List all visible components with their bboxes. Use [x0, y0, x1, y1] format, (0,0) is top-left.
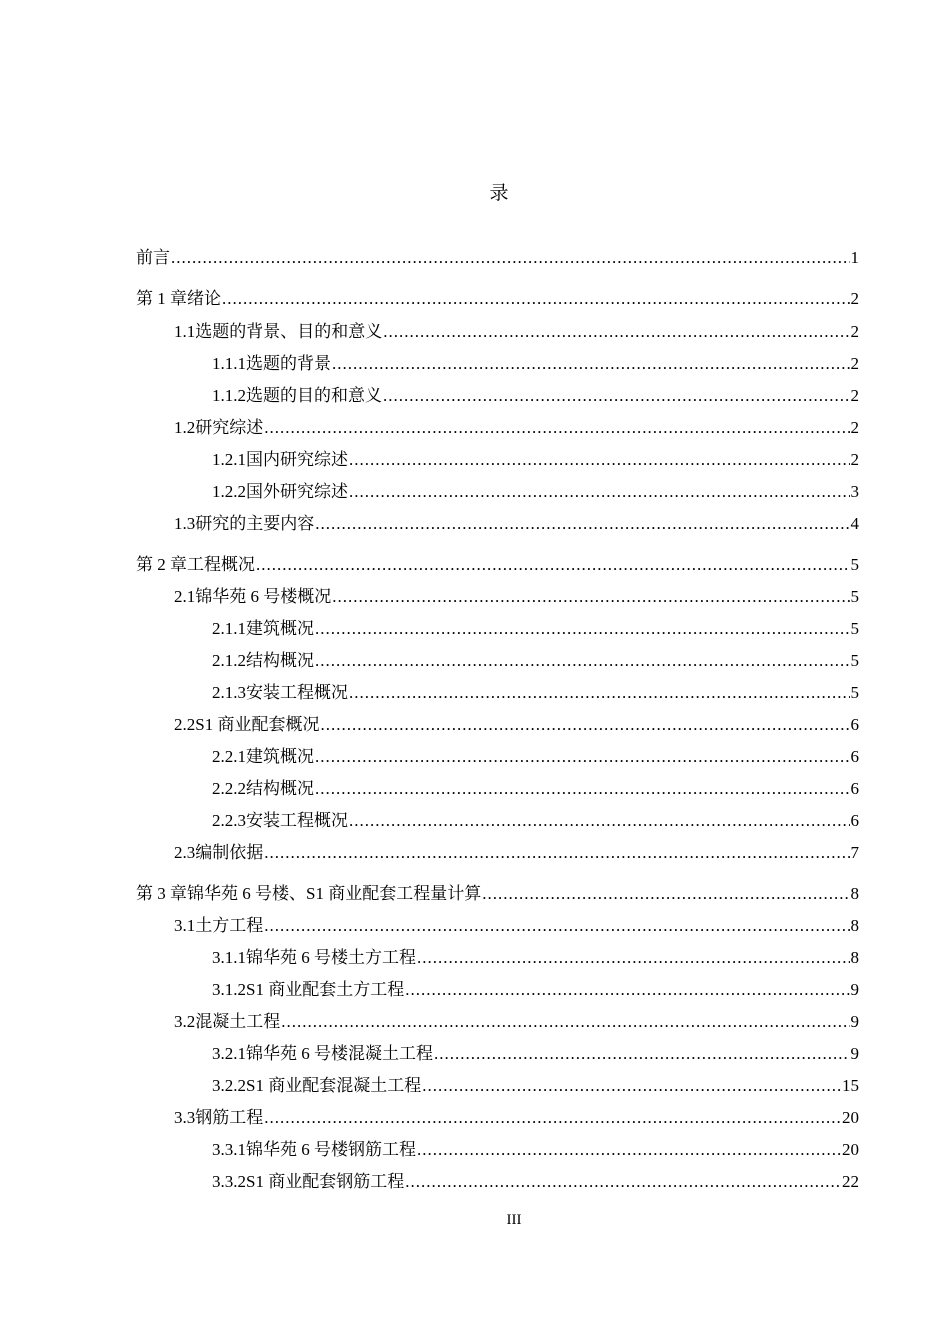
toc-entry-title: S1 商业配套概况	[195, 715, 320, 734]
toc-entry-number: 3.3.1	[212, 1140, 246, 1159]
toc-entry[interactable]	[212, 649, 859, 673]
toc-entry-number: 3.3	[174, 1108, 196, 1127]
toc-entry-page: 5	[850, 651, 859, 670]
toc-entry-number: 2.2	[174, 715, 196, 734]
toc-entry-number: 3.2	[174, 1012, 196, 1031]
toc-entry[interactable]	[174, 713, 859, 737]
toc-entry-number: 3.1	[174, 916, 196, 935]
toc-entry-number: 2.1.1	[212, 619, 246, 638]
toc-entry-page: 15	[842, 1076, 859, 1095]
toc-entry-title: 国内研究综述	[246, 450, 348, 469]
toc-entry-title: 锦华苑 6 号楼、S1 商业配套工程量计算	[187, 884, 482, 903]
toc-entry-page: 22	[842, 1172, 859, 1191]
toc-entry-page: 2	[850, 450, 859, 469]
toc-entry-page: 2	[850, 386, 859, 405]
toc-entry-number: 第 2 章	[136, 555, 187, 574]
toc-entry-number: 3.1.1	[212, 948, 246, 967]
toc-entry-page: 6	[850, 715, 859, 734]
toc-leader-dots	[349, 448, 850, 472]
toc-entry[interactable]	[212, 809, 859, 833]
toc-entry[interactable]	[212, 745, 859, 769]
toc-entry-number: 3.2.2	[212, 1076, 246, 1095]
toc-leader-dots	[315, 649, 850, 673]
toc-leader-dots	[383, 320, 849, 344]
toc-entry-title: 土方工程	[195, 916, 264, 935]
toc-entry[interactable]	[212, 352, 859, 376]
toc-leader-dots	[417, 946, 850, 970]
toc-entry-number: 2.2.3	[212, 811, 246, 830]
toc-leader-dots	[332, 352, 850, 376]
toc-entry-title: 安装工程概况	[246, 811, 348, 830]
toc-entry[interactable]	[174, 1010, 859, 1034]
toc-leader-dots	[264, 914, 849, 938]
toc-leader-dots	[482, 882, 849, 906]
toc-leader-dots	[434, 1042, 850, 1066]
toc-entry-number: 第 1 章	[136, 289, 187, 308]
toc-entry-page: 20	[842, 1108, 859, 1127]
toc-entry-number: 1.2.1	[212, 450, 246, 469]
toc-leader-dots	[256, 553, 850, 577]
toc-entry[interactable]	[212, 384, 859, 408]
toc-entry-page: 2	[850, 289, 859, 308]
toc-entry-page: 2	[850, 322, 859, 341]
toc-leader-dots	[264, 416, 849, 440]
toc-entry-title: 研究综述	[195, 418, 264, 437]
toc-entry-number: 3.3.2	[212, 1172, 246, 1191]
toc-entry-title: S1 商业配套钢筋工程	[246, 1172, 405, 1191]
toc-entry-page: 2	[850, 354, 859, 373]
toc-leader-dots	[332, 585, 849, 609]
toc-entry-title: 锦华苑 6 号楼钢筋工程	[246, 1140, 416, 1159]
toc-leader-dots	[349, 809, 850, 833]
toc-entry-page: 20	[842, 1140, 859, 1159]
toc-entry-title: 编制依据	[195, 843, 264, 862]
toc-leader-dots	[264, 841, 849, 865]
toc-entry-title: 选题的目的和意义	[246, 386, 382, 405]
toc-entry-number: 3.2.1	[212, 1044, 246, 1063]
page-number: III	[506, 1212, 522, 1228]
toc-entry-page: 9	[850, 980, 859, 999]
toc-entry[interactable]	[212, 1138, 859, 1162]
toc-entry-number: 1.3	[174, 514, 196, 533]
toc-entry-page: 8	[850, 916, 859, 935]
toc-entry-page: 9	[850, 1012, 859, 1031]
toc-entry-number: 2.3	[174, 843, 196, 862]
toc-entry-page: 9	[850, 1044, 859, 1063]
toc-leader-dots	[315, 777, 850, 801]
toc-entry-page: 6	[850, 747, 859, 766]
toc-entry[interactable]	[212, 1042, 859, 1066]
toc-entry-number: 1.2.2	[212, 482, 246, 501]
toc-entry-title: S1 商业配套土方工程	[246, 980, 405, 999]
toc-entry-title: 锦华苑 6 号楼混凝土工程	[246, 1044, 433, 1063]
toc-entry[interactable]	[212, 480, 859, 504]
toc-entry-title: 研究的主要内容	[195, 514, 315, 533]
toc-entry[interactable]	[136, 882, 859, 906]
toc-leader-dots	[349, 681, 850, 705]
toc-entry-title: 钢筋工程	[195, 1108, 264, 1127]
toc-entry-title: 结构概况	[246, 779, 314, 798]
toc-entry-title: 结构概况	[246, 651, 314, 670]
toc-entry-number: 2.1.3	[212, 683, 246, 702]
toc-leader-dots	[320, 713, 849, 737]
toc-entry[interactable]	[212, 777, 859, 801]
toc-entry-page: 3	[850, 482, 859, 501]
toc-leader-dots	[405, 1170, 841, 1194]
toc-entry-number: 1.2	[174, 418, 196, 437]
toc-entry[interactable]	[212, 448, 859, 472]
toc-entry-page: 2	[850, 418, 859, 437]
toc-entry-page: 8	[850, 948, 859, 967]
toc-leader-dots	[264, 1106, 841, 1130]
toc-entry[interactable]	[174, 416, 859, 440]
toc-entry-number: 2.1	[174, 587, 196, 606]
toc-entry[interactable]	[212, 617, 859, 641]
toc-entry-number: 2.2.2	[212, 779, 246, 798]
toc-entry-number: 3.1.2	[212, 980, 246, 999]
toc-entry-title: 建筑概况	[246, 619, 314, 638]
toc-entry-page: 1	[850, 248, 859, 267]
toc-entry-page: 8	[850, 884, 859, 903]
toc-entry-page: 7	[850, 843, 859, 862]
toc-entry-title: 选题的背景、目的和意义	[195, 322, 383, 341]
toc-leader-dots	[315, 745, 850, 769]
toc-entry[interactable]	[174, 1106, 859, 1130]
toc-entry-title: 建筑概况	[246, 747, 314, 766]
toc-entry[interactable]	[174, 512, 859, 536]
toc-leader-dots	[383, 384, 850, 408]
toc-entry[interactable]	[212, 1170, 859, 1194]
toc-entry-page: 6	[850, 779, 859, 798]
toc-entry-page: 6	[850, 811, 859, 830]
toc-leader-dots	[315, 512, 849, 536]
toc-entry[interactable]	[136, 246, 859, 270]
toc-entry-page: 5	[850, 555, 859, 574]
toc-leader-dots	[349, 480, 850, 504]
toc-entry[interactable]	[174, 320, 859, 344]
toc-entry-title: 安装工程概况	[246, 683, 348, 702]
toc-entry-title: 前言	[136, 248, 170, 267]
toc-entry-title: 混凝土工程	[195, 1012, 281, 1031]
toc-entry[interactable]	[212, 978, 859, 1002]
toc-heading: 录	[489, 183, 509, 204]
toc-entry-number: 1.1.2	[212, 386, 246, 405]
toc-entry[interactable]	[136, 553, 859, 577]
toc-entry-page: 4	[850, 514, 859, 533]
toc-entry-title: 锦华苑 6 号楼概况	[195, 587, 332, 606]
toc-entry[interactable]	[174, 841, 859, 865]
toc-entry-page: 5	[850, 683, 859, 702]
toc-leader-dots	[281, 1010, 849, 1034]
toc-entry[interactable]	[212, 681, 859, 705]
toc-entry[interactable]	[174, 585, 859, 609]
toc-entry[interactable]	[136, 287, 859, 311]
toc-entry-number: 1.1.1	[212, 354, 246, 373]
toc-entry-title: 绪论	[187, 289, 221, 308]
toc-leader-dots	[417, 1138, 841, 1162]
toc-entry-title: 工程概况	[187, 555, 255, 574]
toc-entry-page: 5	[850, 619, 859, 638]
toc-entry-title: 锦华苑 6 号楼土方工程	[246, 948, 416, 967]
toc-leader-dots	[405, 978, 849, 1002]
toc-entry-title: 国外研究综述	[246, 482, 348, 501]
toc-entry-number: 2.1.2	[212, 651, 246, 670]
toc-entry-number: 1.1	[174, 322, 196, 341]
toc-entry-number: 2.2.1	[212, 747, 246, 766]
toc-entry-title: 选题的背景	[246, 354, 331, 373]
toc-entry[interactable]	[212, 946, 859, 970]
toc-leader-dots	[315, 617, 850, 641]
toc-leader-dots	[171, 246, 850, 270]
toc-entry[interactable]	[174, 914, 859, 938]
toc-entry-page: 5	[850, 587, 859, 606]
toc-leader-dots	[422, 1074, 841, 1098]
toc-entry-number: 第 3 章	[136, 884, 187, 903]
toc-leader-dots	[222, 287, 850, 311]
toc-entry[interactable]	[212, 1074, 859, 1098]
toc-entry-title: S1 商业配套混凝土工程	[246, 1076, 422, 1095]
